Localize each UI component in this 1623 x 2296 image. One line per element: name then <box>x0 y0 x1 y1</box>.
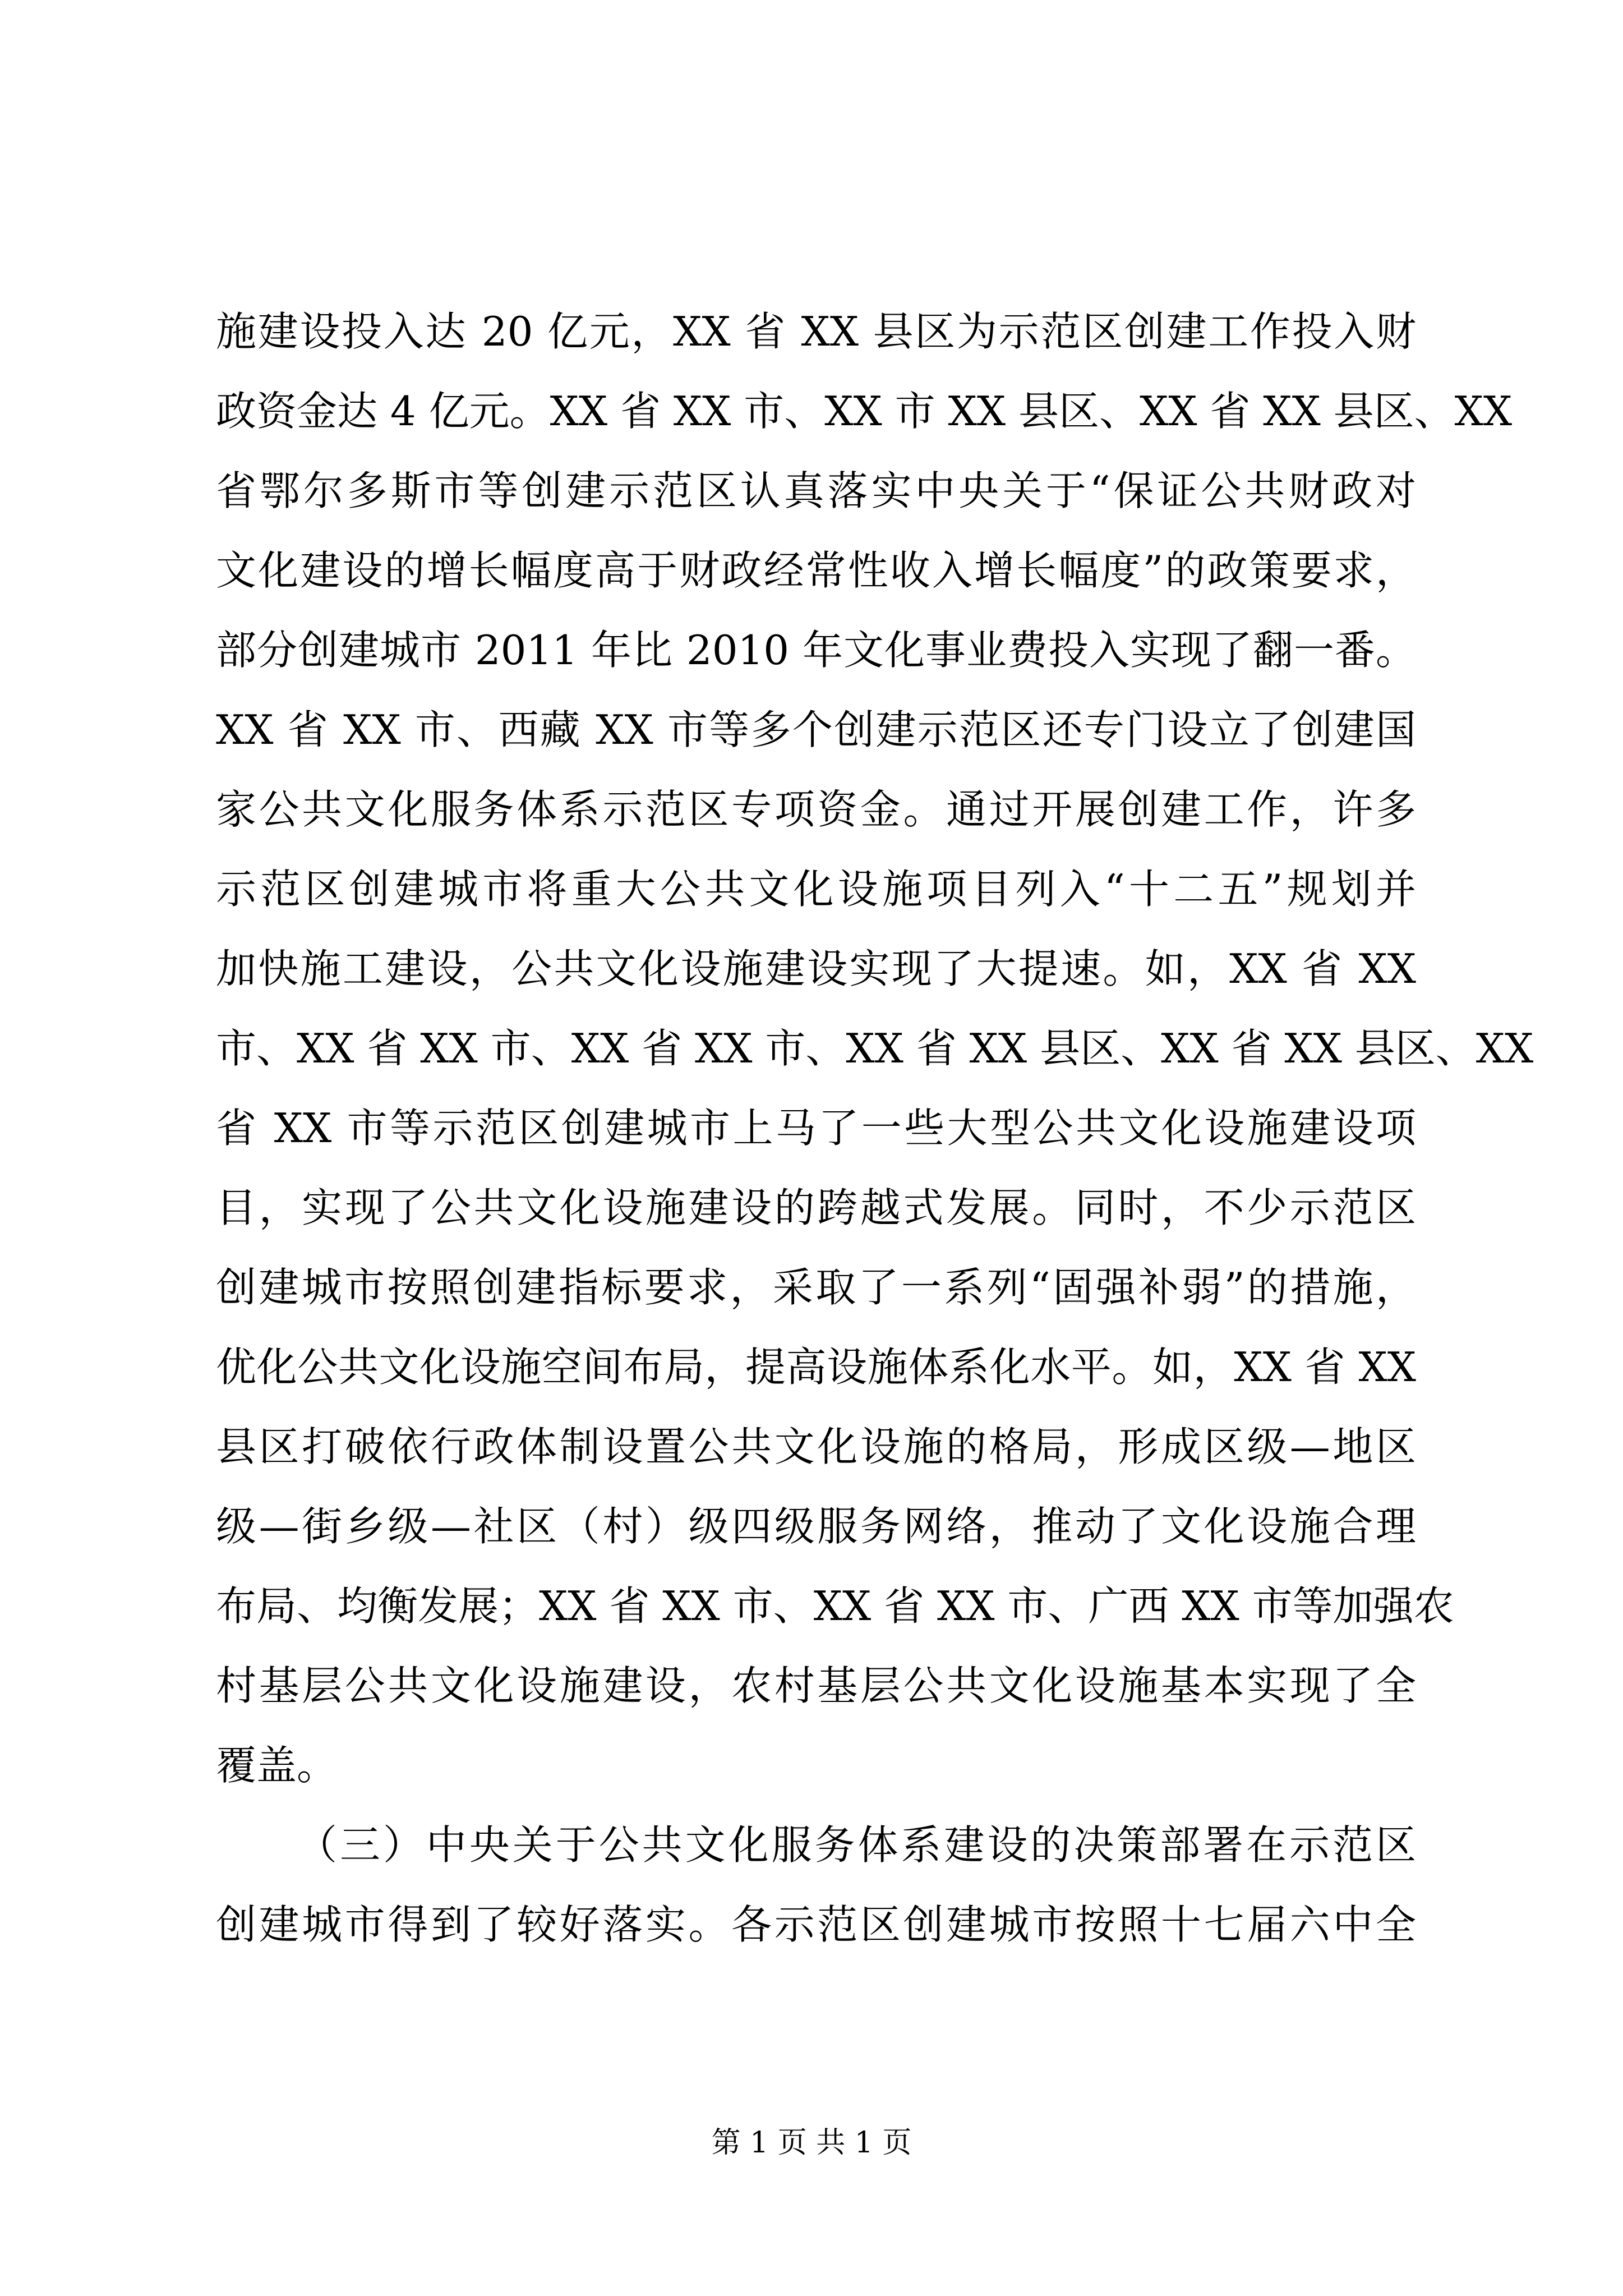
text-line: 优化公共文化设施空间布局，提高设施体系化水平。如，XX 省 XX <box>216 1343 1416 1391</box>
page-footer: 第 1 页 共 1 页 <box>711 2126 912 2160</box>
text-line: 加快施工建设，公共文化设施建设实现了大提速。如，XX 省 XX <box>216 945 1416 992</box>
body-text <box>216 292 1534 1964</box>
text-line: 省 XX 市等示范区创建城市上马了一些大型公共文化设施建设项 <box>216 1105 1416 1152</box>
text-line: 省鄂尔多斯市等创建示范区认真落实中央关于“保证公共财政对 <box>216 467 1416 514</box>
section-heading-line: （三）中央关于公共文化服务体系建设的决策部署在示范区 <box>297 1821 1416 1869</box>
text-line: 家公共文化服务体系示范区专项资金。通过开展创建工作，许多 <box>216 786 1416 833</box>
text-line: 县区打破依行政体制设置公共文化设施的格局，形成区级—地区 <box>216 1423 1416 1470</box>
text-line: 级—街乡级—社区（村）级四级服务网络，推动了文化设施合理 <box>216 1503 1416 1550</box>
text-line: 文化建设的增长幅度高于财政经常性收入增长幅度”的政策要求， <box>216 547 1416 594</box>
text-line: 布局、均衡发展；XX 省 XX 市、XX 省 XX 市、广西 XX 市等加强农 <box>216 1582 1454 1630</box>
text-line: 政资金达 4 亿元。XX 省 XX 市、XX 市 XX 县区、XX 省 XX 县区、XX <box>216 388 1513 435</box>
text-line: 部分创建城市 2011 年比 2010 年文化事业费投入实现了翻一番。 <box>216 627 1416 674</box>
text-line: 村基层公共文化设施建设，农村基层公共文化设施基本实现了全 <box>216 1662 1416 1709</box>
text-line: 施建设投入达 20 亿元，XX 省 XX 县区为示范区创建工作投入财 <box>216 308 1416 355</box>
text-line: 示范区创建城市将重大公共文化设施项目列入“十二五”规划并 <box>216 866 1416 913</box>
text-line: XX 省 XX 市、西藏 XX 市等多个创建示范区还专门设立了创建国 <box>216 706 1416 753</box>
text-line: 覆盖。 <box>216 1742 338 1789</box>
text-line: 目，实现了公共文化设施建设的跨越式发展。同时，不少示范区 <box>216 1184 1416 1231</box>
text-line: 创建城市得到了较好落实。各示范区创建城市按照十七届六中全 <box>216 1901 1416 1948</box>
text-line: 创建城市按照创建指标要求，采取了一系列“固强补弱”的措施， <box>216 1264 1416 1311</box>
text-line: 市、XX 省 XX 市、XX 省 XX 市、XX 省 XX 县区、XX 省 XX 县区、XX <box>216 1025 1534 1072</box>
